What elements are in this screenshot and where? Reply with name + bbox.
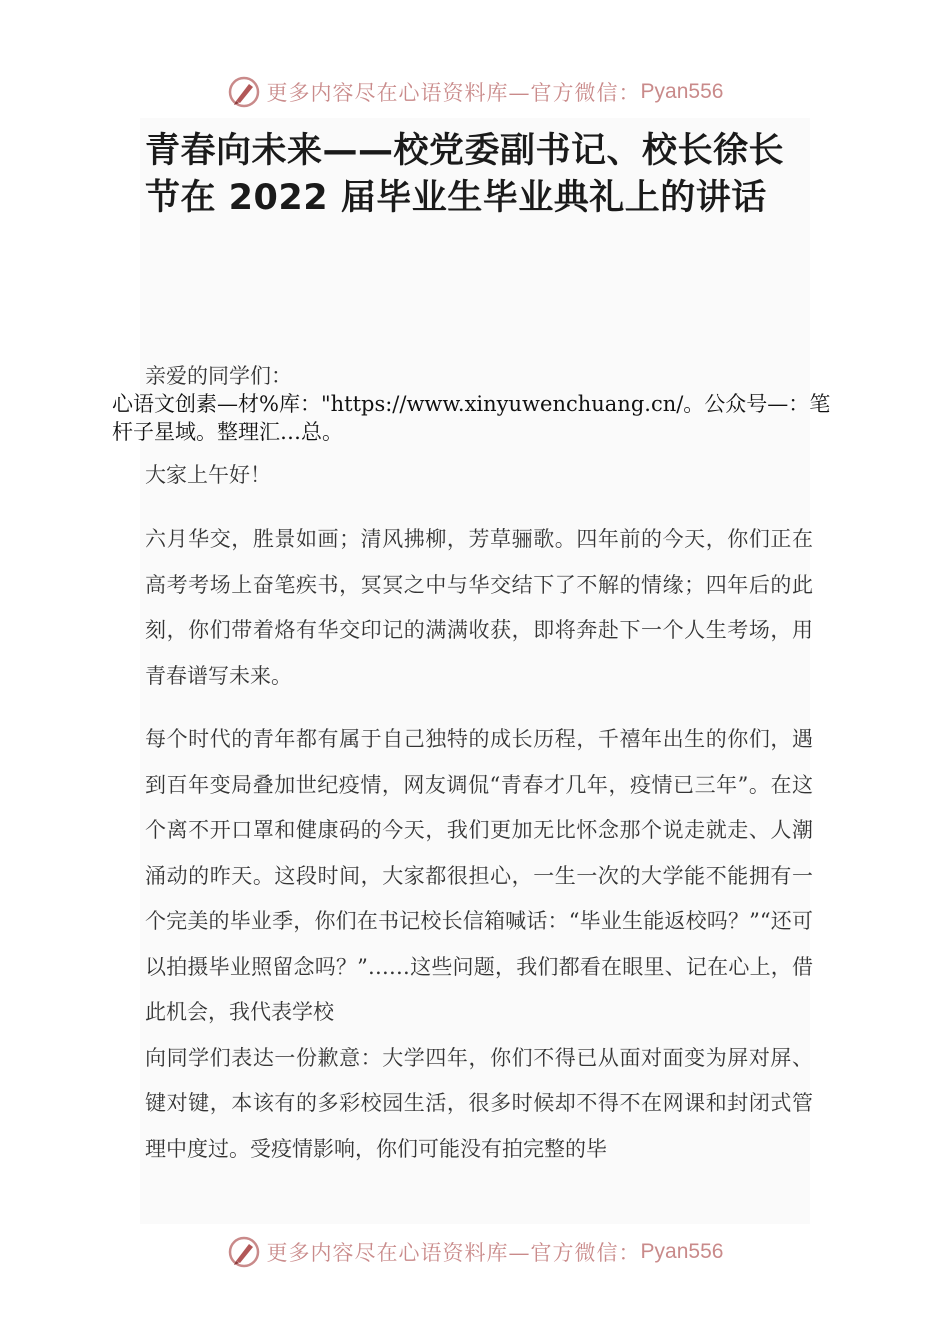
watermark-text: 更多内容尽在心语资料库—官方微信： (266, 81, 641, 105)
salutation: 亲爱的同学们： (145, 364, 292, 388)
paragraph-2 (145, 717, 813, 1222)
document-title: 青春向未来——校党委副书记、校长徐长节在 2022 届毕业生毕业典礼上的讲话 (145, 131, 785, 218)
watermark-text: 更多内容尽在心语资料库—官方微信： (266, 1241, 641, 1265)
watermark-wechat-id: Pyan556 (640, 1240, 724, 1263)
fountain-pen-logo-icon (227, 1235, 261, 1269)
fountain-pen-logo-icon (227, 75, 261, 109)
watermark-wechat-id: Pyan556 (640, 80, 724, 103)
footer-watermark (0, 1232, 950, 1272)
source-note: 心语文创素—材%库："https://www.xinyuwenchuang.cn/。公众号—：笔杆子星域。整理汇…总。 (112, 392, 831, 444)
paragraph-2-part-2: 向同学们表达一份歉意：大学四年，你们不得已从面对面变为屏对屏、键对键，本该有的多彩校园生活，很多时候却不得不在网课和封闭式管理中度过。受疫情影响，你们可能没有拍完整的毕 (145, 1045, 813, 1161)
paragraph-2-part-1: 每个时代的青年都有属于自己独特的成长历程，千禧年出生的你们，遇到百年变局叠加世纪疫情，网友调侃“青春才几年，疫情已三年”。在这个离不开口罩和健康码的今天，我们更加无比怀念那个说走就走、人潮涌动的昨天。这段时间，大家都很担心，一生一次的大学能不能拥有一个完美的毕业季，你们在书记校长信箱喊话：“毕业生能返校吗？”“还可以拍摄毕业照留念吗？”……这些问题，我们都看在眼里、记在心上，借此机会，我代表学校 (145, 727, 813, 1024)
greeting: 大家上午好！ (145, 463, 271, 487)
paragraph-1: 六月华交，胜景如画；清风拂柳，芳草骊歌。四年前的今天，你们正在高考考场上奋笔疾书，冥冥之中与华交结下了不解的情缘；四年后的此刻，你们带着烙有华交印记的满满收获，即将奔赴下一个人生考场，用青春谱写未来。 (145, 527, 813, 688)
header-watermark (0, 72, 950, 112)
